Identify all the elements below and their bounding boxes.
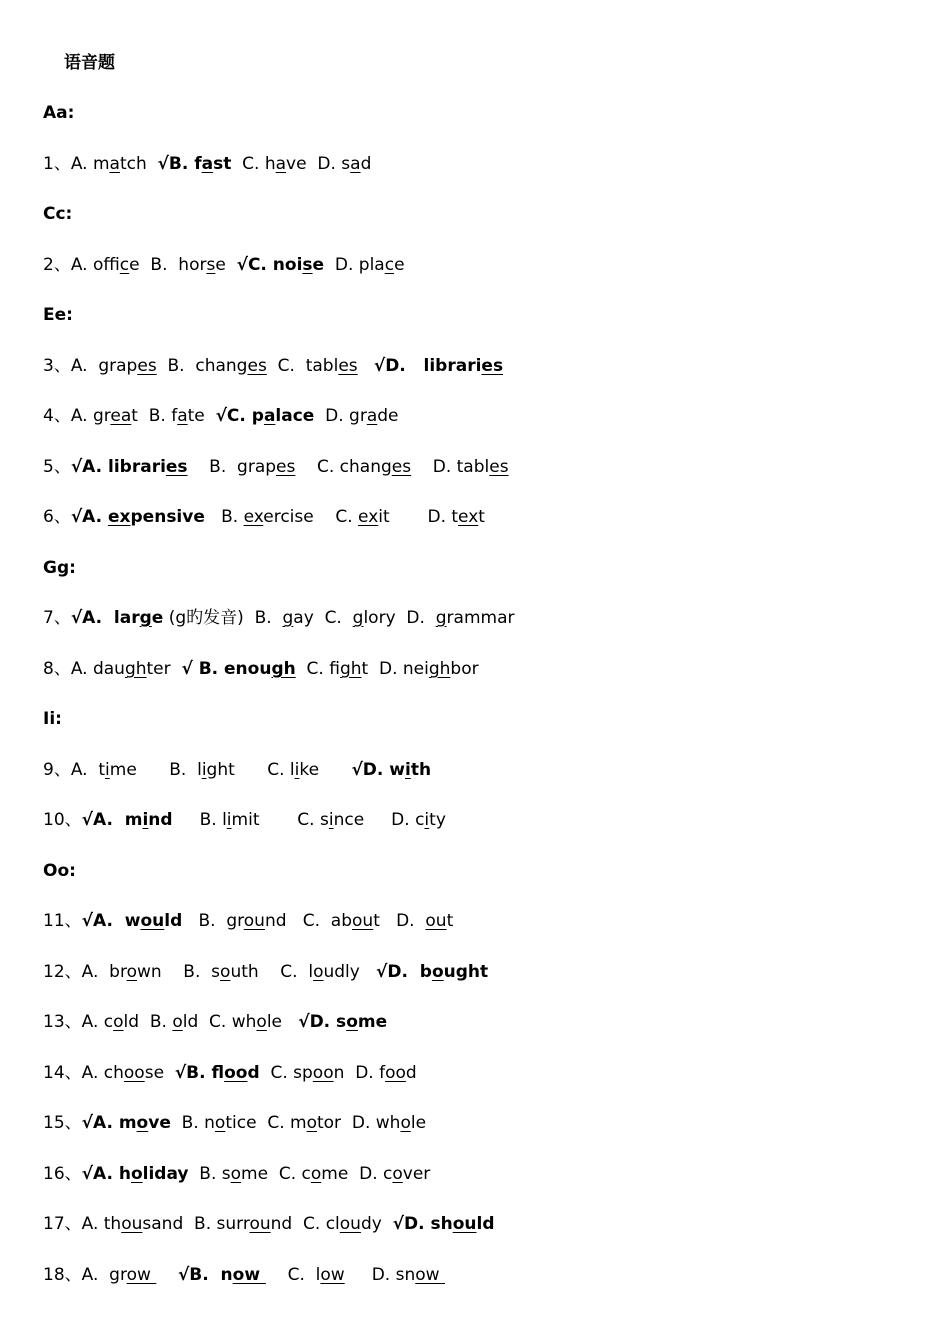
- text-run: Oo:: [43, 861, 76, 881]
- underlined-sound: a: [201, 154, 214, 174]
- underlined-sound: ea: [110, 406, 132, 426]
- underlined-sound: c: [384, 255, 395, 275]
- text-run: ve D. s: [286, 154, 351, 174]
- text-run: Ee:: [43, 305, 73, 325]
- underlined-sound: oo: [224, 1063, 248, 1083]
- text-run: 3、A. grap: [43, 356, 138, 376]
- question-line: [43, 1010, 387, 1034]
- text-run: ve: [148, 1113, 171, 1133]
- text-run: 9、A. t: [43, 760, 106, 780]
- text-run: n D. f: [333, 1063, 386, 1083]
- text-run: e: [394, 255, 405, 275]
- underlined-sound: o: [400, 1113, 411, 1133]
- text-run: D. pla: [324, 255, 385, 275]
- underlined-sound: gh: [339, 659, 362, 679]
- text-run: √C. p: [215, 406, 264, 426]
- text-run: 15、: [43, 1113, 82, 1133]
- underlined-sound: i: [201, 760, 207, 780]
- text-run: Aa:: [43, 103, 75, 123]
- text-run: C. h: [231, 154, 276, 174]
- text-run: 16、: [43, 1164, 82, 1184]
- text-run: lory D.: [363, 608, 436, 628]
- underlined-sound: ou: [140, 911, 165, 931]
- underlined-sound: o: [130, 1164, 143, 1184]
- underlined-sound: ou: [339, 1214, 361, 1234]
- question-line: [43, 1263, 445, 1287]
- text-run: nd C. ab: [264, 911, 353, 931]
- text-run: D. tabl: [411, 457, 490, 477]
- text-run: tice C. m: [225, 1113, 307, 1133]
- section-heading: [43, 556, 76, 580]
- text-run: it D. t: [378, 507, 459, 527]
- underlined-sound: o: [306, 1113, 317, 1133]
- underlined-sound: o: [172, 1012, 183, 1032]
- text-run: tor D. wh: [316, 1113, 401, 1133]
- text-run: 8、A. dau: [43, 659, 125, 679]
- underlined-sound: ow: [232, 1265, 266, 1285]
- section-heading: [43, 202, 72, 226]
- text-run: √B. fl: [174, 1063, 225, 1083]
- text-run: 12、A. br: [43, 962, 127, 982]
- text-run: ld: [164, 911, 183, 931]
- underlined-sound: g: [282, 608, 294, 628]
- text-run: C. fi: [295, 659, 340, 679]
- underlined-sound: ou: [249, 1214, 271, 1234]
- text-run: ght C. l: [206, 760, 295, 780]
- text-run: B. grap: [187, 457, 277, 477]
- text-run: 1、A. m: [43, 154, 110, 174]
- text-run: ty: [429, 810, 446, 830]
- underlined-sound: o: [230, 1164, 242, 1184]
- underlined-sound: a: [275, 154, 287, 174]
- text-run: de: [377, 406, 399, 426]
- text-run: st: [213, 154, 232, 174]
- text-run: Ii:: [43, 709, 62, 729]
- underlined-sound: ex: [243, 507, 264, 527]
- underlined-sound: c: [119, 255, 130, 275]
- underlined-sound: ou: [452, 1214, 477, 1234]
- underlined-sound: oo: [312, 1063, 334, 1083]
- underlined-sound: a: [177, 406, 188, 426]
- underlined-sound: oo: [123, 1063, 145, 1083]
- underlined-sound: g: [352, 608, 364, 628]
- question-line: [43, 253, 405, 277]
- underlined-sound: g: [435, 608, 447, 628]
- question-line: [43, 1212, 495, 1236]
- underlined-sound: o: [310, 1164, 322, 1184]
- text-run: √A. m: [81, 810, 143, 830]
- underlined-sound: ou: [243, 911, 265, 931]
- text-run: t: [446, 911, 454, 931]
- text-run: uth C. l: [230, 962, 314, 982]
- text-run: mit C. s: [231, 810, 329, 830]
- underlined-sound: o: [113, 1012, 124, 1032]
- question-line: [43, 606, 514, 630]
- text-run: 13、A. c: [43, 1012, 114, 1032]
- text-run: B.: [204, 507, 244, 527]
- underlined-sound: i: [226, 810, 232, 830]
- section-heading: [43, 707, 62, 731]
- underlined-sound: ex: [458, 507, 479, 527]
- text-run: C. chang: [295, 457, 392, 477]
- text-run: lace: [275, 406, 315, 426]
- text-run: C. tabl: [266, 356, 339, 376]
- text-run: pensive: [130, 507, 205, 527]
- underlined-sound: es: [481, 356, 504, 376]
- section-heading: [43, 101, 74, 125]
- question-line: [43, 657, 479, 681]
- underlined-sound: a: [109, 154, 120, 174]
- text-run: sand B. surr: [142, 1214, 250, 1234]
- text-run: e B. hor: [129, 255, 207, 275]
- underlined-sound: o: [346, 1012, 358, 1032]
- text-run: C. l: [265, 1265, 321, 1285]
- text-run: √C. noi: [236, 255, 303, 275]
- text-run: le: [266, 1012, 299, 1032]
- text-run: √D. w: [351, 760, 406, 780]
- text-run: √A. w: [81, 911, 141, 931]
- text-run: liday: [142, 1164, 189, 1184]
- underlined-sound: o: [392, 1164, 403, 1184]
- underlined-sound: gh: [428, 659, 451, 679]
- text-run: me C. c: [241, 1164, 311, 1184]
- underlined-sound: o: [136, 1113, 149, 1133]
- underlined-sound: ex: [108, 507, 131, 527]
- underlined-sound: oo: [385, 1063, 406, 1083]
- underlined-sound: es: [338, 356, 358, 376]
- text-run: 10、: [43, 810, 82, 830]
- question-line: [43, 1061, 417, 1085]
- underlined-sound: i: [405, 760, 411, 780]
- underlined-sound: ex: [358, 507, 379, 527]
- text-run: me D. c: [321, 1164, 393, 1184]
- text-run: √A. m: [81, 1113, 137, 1133]
- underlined-sound: o: [220, 962, 231, 982]
- text-run: th: [410, 760, 432, 780]
- text-run: (g旳发音) B.: [163, 608, 283, 628]
- underlined-sound: es: [137, 356, 157, 376]
- text-run: me: [357, 1012, 388, 1032]
- text-run: √B. f: [157, 154, 202, 174]
- question-line: [43, 152, 371, 176]
- text-run: 11、: [43, 911, 82, 931]
- text-run: 6、: [43, 507, 71, 527]
- underlined-sound: o: [256, 1012, 267, 1032]
- underlined-sound: i: [142, 810, 149, 830]
- underlined-sound: es: [165, 457, 188, 477]
- text-run: √D. librari: [373, 356, 482, 376]
- text-run: C. sp: [259, 1063, 313, 1083]
- question-line: [43, 758, 431, 782]
- text-run: B. chang: [156, 356, 248, 376]
- text-run: d: [405, 1063, 417, 1083]
- underlined-sound: ou: [425, 911, 447, 931]
- text-run: [156, 1265, 178, 1285]
- text-run: √A. h: [81, 1164, 131, 1184]
- text-run: nd: [148, 810, 173, 830]
- underlined-sound: ow: [415, 1265, 445, 1285]
- text-run: √B. n: [177, 1265, 233, 1285]
- underlined-sound: i: [424, 810, 430, 830]
- underlined-sound: gh: [271, 659, 296, 679]
- question-line: [43, 1162, 430, 1186]
- text-run: √ B. enou: [181, 659, 272, 679]
- underlined-sound: o: [126, 962, 137, 982]
- underlined-sound: es: [489, 457, 509, 477]
- text-run: le: [410, 1113, 427, 1133]
- text-run: wn B. s: [137, 962, 221, 982]
- underlined-sound: s: [302, 255, 313, 275]
- text-run: ld: [476, 1214, 495, 1234]
- question-line: [43, 960, 488, 984]
- text-run: ld B.: [123, 1012, 173, 1032]
- text-run: ke: [299, 760, 352, 780]
- underlined-sound: a: [263, 406, 276, 426]
- text-run: tch: [119, 154, 158, 174]
- text-run: √D. b: [376, 962, 432, 982]
- underlined-sound: o: [214, 1113, 226, 1133]
- text-run: nd C. cl: [270, 1214, 340, 1234]
- text-run: ld C. wh: [182, 1012, 257, 1032]
- text-run: t: [478, 507, 485, 527]
- question-line: [43, 808, 446, 832]
- text-run: d: [247, 1063, 260, 1083]
- question-line: [43, 909, 453, 933]
- underlined-sound: o: [313, 962, 324, 982]
- underlined-sound: ow: [126, 1265, 157, 1285]
- question-line: [43, 404, 399, 428]
- text-run: se: [144, 1063, 175, 1083]
- text-run: 5、: [43, 457, 71, 477]
- text-run: √A. librari: [70, 457, 166, 477]
- text-run: bor: [450, 659, 479, 679]
- text-run: √A.: [70, 507, 109, 527]
- text-run: e: [215, 255, 237, 275]
- text-run: 7、: [43, 608, 71, 628]
- text-run: B. gr: [182, 911, 244, 931]
- text-run: nce D. c: [333, 810, 425, 830]
- text-run: B. n: [170, 1113, 215, 1133]
- underlined-sound: es: [276, 457, 296, 477]
- underlined-sound: es: [391, 457, 412, 477]
- underlined-sound: i: [105, 760, 110, 780]
- question-line: [43, 1111, 426, 1135]
- text-run: [358, 356, 374, 376]
- underlined-sound: i: [294, 760, 300, 780]
- text-run: 18、A. gr: [43, 1265, 127, 1285]
- text-run: te: [187, 406, 216, 426]
- question-line: [43, 354, 503, 378]
- text-run: 4、A. gr: [43, 406, 111, 426]
- text-run: e: [151, 608, 164, 628]
- page-title: 语音题: [64, 53, 115, 73]
- text-run: udly: [323, 962, 377, 982]
- text-run: B. l: [172, 810, 227, 830]
- text-run: rammar: [446, 608, 515, 628]
- text-run: D. gr: [314, 406, 367, 426]
- text-run: 14、A. ch: [43, 1063, 124, 1083]
- text-run: √D. s: [298, 1012, 347, 1032]
- text-run: √A. lar: [70, 608, 140, 628]
- underlined-sound: gh: [124, 659, 147, 679]
- section-heading: [43, 859, 76, 883]
- underlined-sound: a: [366, 406, 378, 426]
- underlined-sound: g: [139, 608, 152, 628]
- text-run: B. s: [188, 1164, 231, 1184]
- text-run: Cc:: [43, 204, 73, 224]
- underlined-sound: i: [328, 810, 334, 830]
- text-run: ught: [443, 962, 489, 982]
- underlined-sound: o: [431, 962, 444, 982]
- text-run: √D. sh: [392, 1214, 453, 1234]
- text-run: d: [360, 154, 372, 174]
- text-run: ercise C.: [263, 507, 359, 527]
- text-run: 17、A. th: [43, 1214, 122, 1234]
- question-line: [43, 455, 509, 479]
- underlined-sound: s: [206, 255, 216, 275]
- underlined-sound: es: [247, 356, 267, 376]
- text-run: t D.: [373, 911, 426, 931]
- underlined-sound: ou: [121, 1214, 143, 1234]
- text-run: dy: [360, 1214, 393, 1234]
- text-run: 2、A. offi: [43, 255, 120, 275]
- text-run: e: [312, 255, 325, 275]
- text-run: D. sn: [344, 1265, 416, 1285]
- section-heading: [43, 303, 73, 327]
- underlined-sound: a: [350, 154, 361, 174]
- text-run: ay C.: [293, 608, 353, 628]
- underlined-sound: ow: [320, 1265, 345, 1285]
- underlined-sound: ou: [352, 911, 374, 931]
- text-run: ter: [146, 659, 182, 679]
- text-run: t B. f: [131, 406, 178, 426]
- text-run: Gg:: [43, 558, 76, 578]
- text-run: t D. nei: [361, 659, 429, 679]
- text-run: ver: [402, 1164, 431, 1184]
- question-line: [43, 505, 485, 529]
- text-run: me B. l: [109, 760, 202, 780]
